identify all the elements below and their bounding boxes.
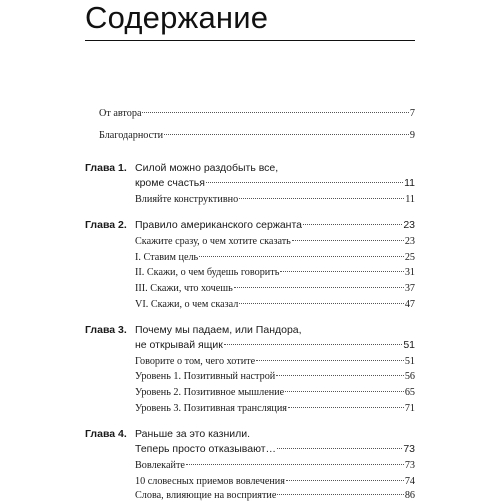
toc-page-number: 7	[409, 108, 415, 119]
toc-page-number: 37	[404, 283, 415, 294]
chapter-title-line: не открывай ящик	[135, 339, 223, 351]
dot-leader	[256, 360, 404, 361]
title-rule	[85, 40, 415, 41]
chapter-label: Глава 3.	[85, 324, 127, 336]
toc-page-number: 73	[404, 460, 415, 471]
toc-page-number: 25	[404, 252, 415, 263]
toc-page-number: 11	[404, 177, 415, 189]
toc-page-number: 11	[405, 194, 415, 205]
chapter-label: Глава 2.	[85, 219, 127, 231]
dot-leader	[186, 464, 404, 465]
dot-leader	[285, 391, 404, 392]
dot-leader	[277, 448, 402, 449]
toc-entry-label: Скажите сразу, о чем хотите сказать	[135, 236, 291, 247]
dot-leader	[234, 287, 404, 288]
toc-page-number: 71	[404, 403, 415, 414]
toc-page-number: 65	[404, 387, 415, 398]
chapter-title-line: Раньше за это казнили.	[135, 428, 251, 440]
toc-page-number: 31	[404, 267, 415, 278]
dot-leader	[164, 134, 409, 135]
chapter-label: Глава 4.	[85, 428, 127, 440]
dot-leader	[239, 303, 403, 304]
toc-entry-label: I. Ставим цель	[135, 252, 199, 263]
dot-leader	[277, 494, 403, 495]
toc-entry-label: Говорите о том, чего хотите	[135, 356, 256, 367]
chapter-title-line: кроме счастья	[135, 177, 205, 189]
dot-leader	[292, 240, 404, 241]
toc-entry-label: Слова, влияющие на восприятие	[135, 490, 277, 501]
toc-page-number: 23	[403, 219, 415, 231]
toc-entry-label: От автора	[99, 108, 142, 119]
toc-page-number: 9	[409, 130, 415, 141]
chapter-title-line: Силой можно раздобыть все,	[135, 162, 279, 174]
chapter-title-line: Правило американского сержанта	[135, 219, 303, 231]
dot-leader	[303, 224, 402, 225]
chapter-title-line: Теперь просто отказывают…	[135, 443, 277, 455]
toc-entry-label: Благодарности	[99, 130, 164, 141]
toc-entry-label: Уровень 2. Позитивное мышление	[135, 387, 285, 398]
dot-leader	[288, 407, 404, 408]
toc-entry-label: 10 словесных приемов вовлечения	[135, 476, 285, 487]
toc-page-number: 51	[404, 356, 415, 367]
toc-entry-label: II. Скажи, о чем будешь говорить	[135, 267, 280, 278]
toc-entry-label: VI. Скажи, о чем сказал	[135, 299, 239, 310]
toc-entry-label: Вовлекайте	[135, 460, 185, 471]
dot-leader	[199, 256, 404, 257]
dot-leader	[142, 112, 408, 113]
dot-leader	[276, 375, 404, 376]
toc-page-number: 51	[403, 339, 415, 351]
dot-leader	[286, 480, 404, 481]
page-title: Содержание	[85, 0, 269, 35]
toc-page-number: 23	[404, 236, 415, 247]
toc-page-number: 86	[404, 490, 415, 501]
toc-page-number: 56	[404, 371, 415, 382]
dot-leader	[239, 198, 404, 199]
dot-leader	[206, 182, 403, 183]
toc-entry-label: Влияйте конструктивно	[135, 194, 239, 205]
dot-leader	[280, 271, 403, 272]
toc-entry-label: Уровень 1. Позитивный настрой	[135, 371, 276, 382]
toc-entry-label: Уровень 3. Позитивная трансляция	[135, 403, 287, 414]
toc-page-number: 47	[404, 299, 415, 310]
chapter-label: Глава 1.	[85, 162, 127, 174]
dot-leader	[224, 344, 402, 345]
toc-page-number: 73	[403, 443, 415, 455]
chapter-title-line: Почему мы падаем, или Пандора,	[135, 324, 302, 336]
toc-page-number: 74	[404, 476, 415, 487]
toc-entry-label: III. Скажи, что хочешь	[135, 283, 233, 294]
